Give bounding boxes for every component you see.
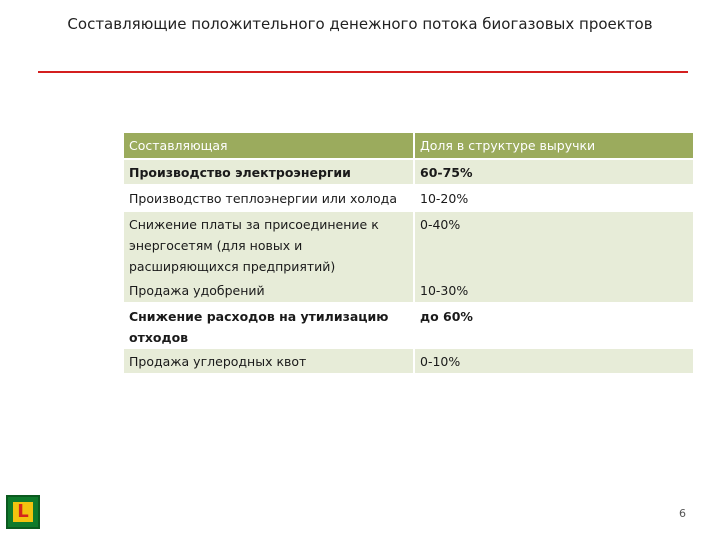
row-component: Продажа углеродных квот bbox=[124, 349, 414, 373]
row-component: Продажа удобрений bbox=[124, 278, 414, 303]
row-component: Производство электроэнергии bbox=[124, 159, 414, 185]
row-component: Снижение платы за присоединение к энергосетям (для новых и расширяющихся предприятий) bbox=[124, 211, 414, 278]
cash-flow-table bbox=[124, 133, 693, 373]
row-share: 0-40% bbox=[414, 211, 693, 278]
page-number: 6 bbox=[679, 507, 686, 520]
column-header-share: Доля в структуре выручки bbox=[414, 133, 693, 159]
row-share: 60-75% bbox=[414, 159, 693, 185]
table-row bbox=[124, 159, 693, 185]
row-share: 10-30% bbox=[414, 278, 693, 303]
title-divider bbox=[38, 71, 688, 73]
slide-title: Составляющие положительного денежного потока биогазовых проектов bbox=[67, 15, 653, 33]
table-row bbox=[124, 349, 693, 373]
table-row bbox=[124, 303, 693, 349]
row-component: Производство теплоэнергии или холода bbox=[124, 185, 414, 211]
row-share: 0-10% bbox=[414, 349, 693, 373]
row-component: Снижение расходов на утилизацию отходов bbox=[124, 303, 414, 349]
table-row bbox=[124, 278, 693, 303]
logo-letter: L bbox=[13, 502, 33, 522]
table-header-row bbox=[124, 133, 693, 159]
column-header-component: Составляющая bbox=[124, 133, 414, 159]
row-share: до 60% bbox=[414, 303, 693, 349]
table-row bbox=[124, 185, 693, 211]
row-share: 10-20% bbox=[414, 185, 693, 211]
company-logo-icon bbox=[6, 495, 40, 529]
table-row bbox=[124, 211, 693, 278]
